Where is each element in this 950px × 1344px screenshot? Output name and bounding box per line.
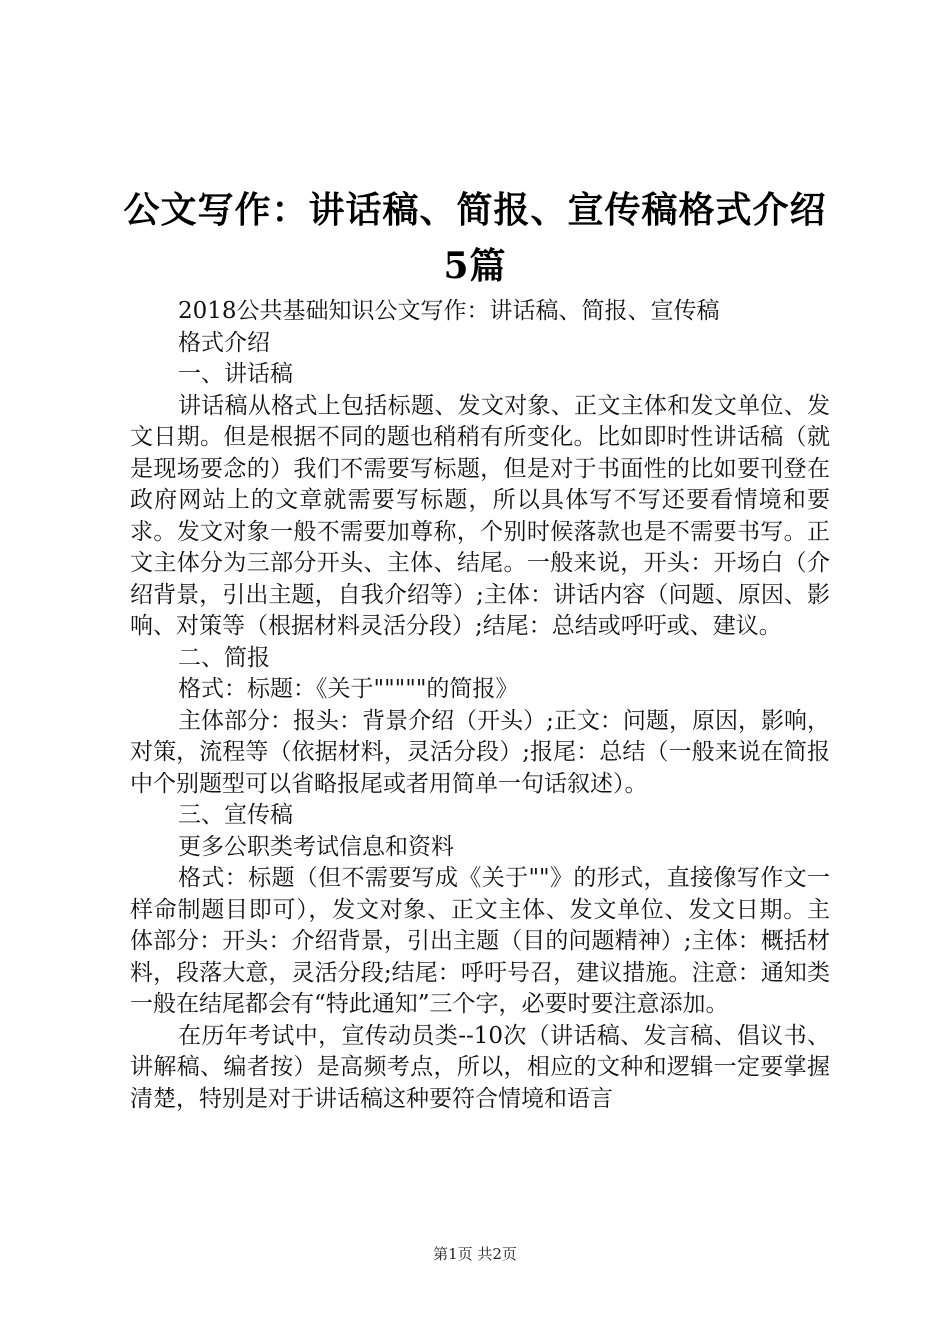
section-heading: 一、讲话稿: [178, 361, 293, 387]
section-heading: 三、宣传稿: [178, 802, 293, 828]
paragraph: 在历年考试中，宣传动员类--10次（讲话稿、发言稿、倡议书、讲解稿、编者按）是高频考点，所以，相应的文种和逻辑一定要掌握清楚，特别是对于讲话稿这种要符合情境和语言: [130, 1022, 830, 1112]
paragraph: 讲话稿从格式上包括标题、发文对象、正文主体和发文单位、发文日期。但是根据不同的题也稍稍有所变化。比如即时性讲话稿（就是现场要念的）我们不需要写标题，但是对于书面性的比如要刊登在政府网站上的文章就需要写标题，所以具体写不写还要看情境和要求。发文对象一般不需要加尊称，个别时候落款也是不需要书写。正文主体分为三部分开头、主体、结尾。一般来说，开头：开场白（介绍背景，引出主题，自我介绍等）;主体：讲话内容（问题、原因、影响、对策等（根据材料灵活分段）;结尾：总结或呼吁或、建议。: [130, 392, 830, 639]
paragraph: 格式介绍: [178, 329, 270, 356]
paragraph: 格式：标题：《关于"""""的简报》: [178, 676, 519, 702]
paragraph: 主体部分：报头：背景介绍（开头）;正文：问题，原因，影响，对策，流程等（依据材料，灵活分段）;报尾：总结（一般来说在简报中个别题型可以省略报尾或者用简单一句话叙述）。: [130, 707, 830, 797]
paragraph: 2018公共基础知识公文写作：讲话稿、简报、宣传稿: [178, 298, 720, 324]
document-body: [130, 296, 830, 1115]
page-footer: 第1页 共2页: [433, 1245, 517, 1263]
paragraph: 更多公职类考试信息和资料: [178, 833, 454, 860]
section-heading: 二、简报: [178, 644, 270, 671]
document-title: 公文写作：讲话稿、简报、宣传稿格式介绍5篇: [123, 189, 827, 287]
paragraph: 格式：标题（但不需要写成《关于""》的形式，直接像写作文一样命制题目即可），发文对象、正文主体、发文单位、发文日期。主体部分：开头：介绍背景，引出主题（目的问题精神）;主体：概括材料，段落大意，灵活分段;结尾：呼吁号召，建议措施。注意：通知类一般在结尾都会有“特此通知”三个字，必要时要注意添加。: [130, 865, 830, 1017]
